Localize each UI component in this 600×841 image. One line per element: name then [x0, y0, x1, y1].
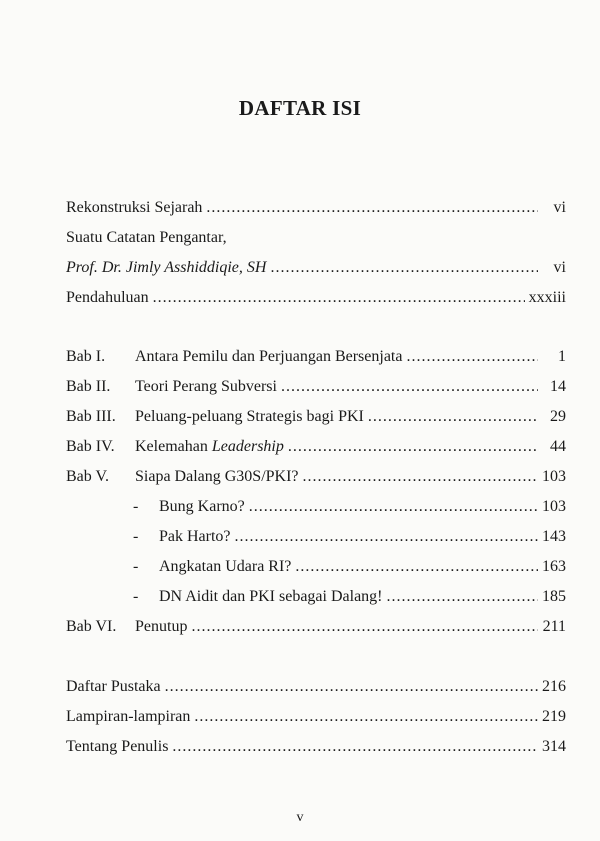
toc-entry[interactable] — [66, 289, 566, 315]
subentry-dash: - — [133, 588, 139, 605]
toc-entry-title: Teori Perang Subversi — [135, 378, 277, 395]
toc-entry-title: Siapa Dalang G30S/PKI? — [135, 468, 299, 485]
toc-chapter[interactable] — [66, 618, 566, 644]
toc-entry-title: Prof. Dr. Jimly Asshiddiqie, SH — [66, 259, 267, 276]
chapter-number: Bab V. — [66, 468, 109, 485]
toc-entry-page: vi — [553, 259, 566, 276]
chapter-number: Bab III. — [66, 408, 116, 425]
toc-entry-page: 185 — [542, 588, 566, 605]
dot-leader — [194, 708, 538, 726]
dot-leader — [235, 528, 538, 546]
chapter-number: Bab II. — [66, 378, 111, 395]
page-folio: v — [296, 810, 304, 825]
dot-leader — [288, 438, 538, 456]
toc-entry-title — [135, 438, 284, 456]
toc-entry[interactable] — [66, 199, 566, 225]
subentry-dash: - — [133, 528, 139, 545]
toc-entry-title: Bung Karno? — [159, 498, 245, 515]
toc-entry-page: 143 — [542, 528, 566, 545]
dot-leader — [191, 618, 538, 636]
dot-leader — [270, 259, 538, 277]
toc-entry-title: Suatu Catatan Pengantar, — [66, 229, 227, 246]
toc-entry-page: xxxiii — [528, 289, 566, 306]
chapter-number: Bab VI. — [66, 618, 117, 635]
title-emphasis: Leadership — [211, 438, 284, 455]
toc-entry-title: Antara Pemilu dan Perjuangan Bersenjata — [135, 348, 403, 365]
dot-leader — [172, 738, 538, 756]
toc-entry-title: Peluang-peluang Strategis bagi PKI — [135, 408, 364, 425]
toc-entry-title: DN Aidit dan PKI sebagai Dalang! — [159, 588, 383, 605]
toc-chapter[interactable] — [66, 468, 566, 494]
toc-chapter[interactable] — [66, 348, 566, 374]
dot-leader — [387, 588, 538, 606]
toc-entry[interactable] — [66, 678, 566, 704]
chapter-number: Bab I. — [66, 348, 106, 365]
toc-entry-title: Daftar Pustaka — [66, 678, 161, 695]
toc-subentry[interactable] — [66, 588, 566, 614]
toc-entry-page: 1 — [558, 348, 566, 365]
toc-entry-page: 14 — [550, 378, 566, 395]
toc-entry-title: Tentang Penulis — [66, 738, 169, 755]
toc-entry-page: 103 — [542, 498, 566, 515]
dot-leader — [281, 378, 538, 396]
subentry-dash: - — [133, 498, 139, 515]
toc-entry-page: 216 — [542, 678, 566, 695]
toc-entry-title: Lampiran-lampiran — [66, 708, 191, 725]
dot-leader — [295, 558, 538, 576]
toc-chapter[interactable] — [66, 408, 566, 434]
dot-leader — [368, 408, 538, 426]
toc-entry-page: 163 — [542, 558, 566, 575]
toc-entry-title: Angkatan Udara RI? — [159, 558, 292, 575]
toc-entry-page: 29 — [550, 408, 566, 425]
toc-entry-title: Penutup — [135, 618, 188, 635]
toc-entry-page: 211 — [542, 618, 566, 635]
toc-entry-page: vi — [553, 199, 566, 216]
toc-entry[interactable] — [66, 738, 566, 764]
dot-leader — [206, 199, 538, 217]
dot-leader — [165, 678, 538, 696]
toc-chapter[interactable] — [66, 438, 566, 464]
toc-entry-title: Pendahuluan — [66, 289, 149, 306]
toc-chapter[interactable] — [66, 378, 566, 404]
page-title: DAFTAR ISI — [238, 96, 362, 120]
toc-subentry[interactable] — [66, 498, 566, 524]
toc-entry-page: 219 — [542, 708, 566, 725]
dot-leader — [249, 498, 538, 516]
dot-leader — [153, 289, 525, 307]
toc-entry-page: 44 — [550, 438, 566, 455]
title-prefix: Kelemahan — [135, 438, 212, 455]
toc-entry[interactable] — [66, 708, 566, 734]
toc-entry-page: 314 — [542, 738, 566, 755]
dot-leader — [406, 348, 538, 366]
toc-subentry[interactable] — [66, 558, 566, 584]
toc-entry — [66, 229, 566, 255]
toc-entry-title: Pak Harto? — [159, 528, 231, 545]
toc-entry-page: 103 — [542, 468, 566, 485]
toc-subentry[interactable] — [66, 528, 566, 554]
dot-leader — [303, 468, 538, 486]
toc-entry[interactable] — [66, 259, 566, 285]
chapter-number: Bab IV. — [66, 438, 115, 455]
toc-entry-title: Rekonstruksi Sejarah — [66, 199, 203, 216]
subentry-dash: - — [133, 558, 139, 575]
